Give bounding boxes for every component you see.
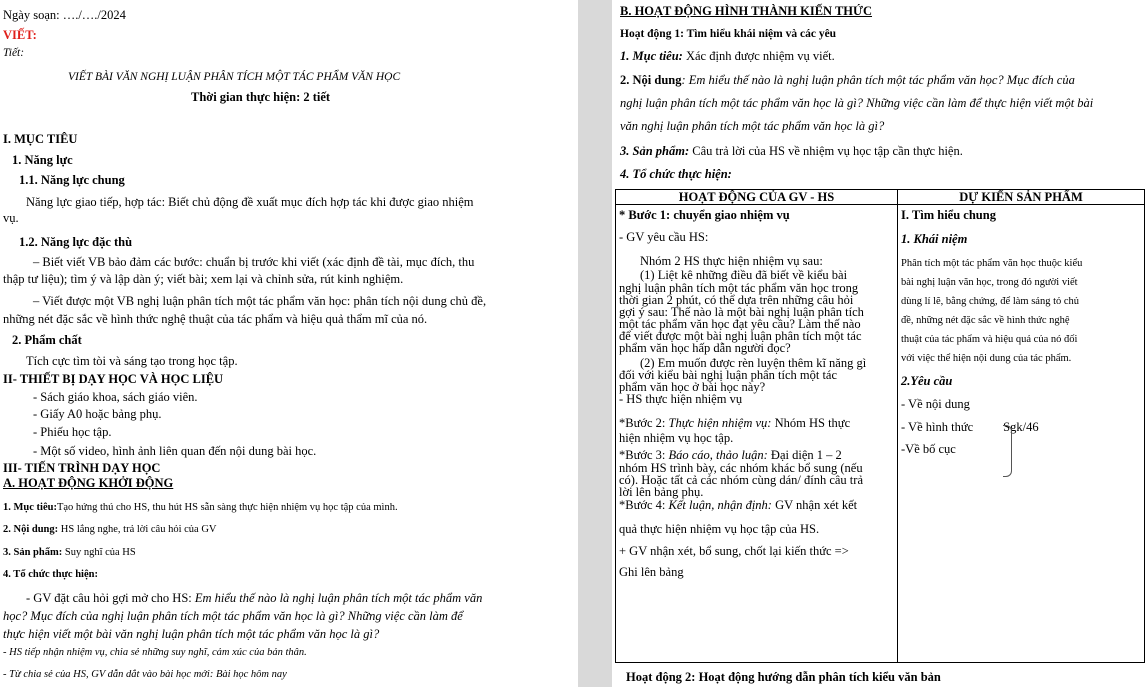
text: Nhóm HS thực [774,416,851,430]
product-subheading: 1. Khái niệm [901,232,968,246]
viet-label: VIẾT: [3,28,37,42]
hoat-dong-2: Hoạt động 2: Hoạt động hướng dẫn phân tích kiểu văn bản [626,670,941,684]
heading-nang-luc-dac-thu: 1.2. Năng lực đặc thù [19,235,133,249]
to-chuc-line: 4. Tổ chức thực hiện: [620,167,732,181]
heading-hinh-thanh: B. HOẠT ĐỘNG HÌNH THÀNH KIẾN THỨC [620,4,873,18]
text: Thực hiện nhiệm vụ: [668,416,775,430]
to-chuc-line: 4. Tổ chức thực hiện: [3,569,98,580]
label: *Bước 4: [619,498,669,512]
cell-text: đề, những nét đặc sắc về hình thức nghệ [901,315,1070,326]
heading-khoi-dong: A. HOẠT ĐỘNG KHỞI ĐỘNG [3,476,174,490]
cell-text: gợi ý sau: Thế nào là một bài nghị luận phân tích [619,305,864,319]
noi-dung-line: văn nghị luận phân tích một tác phẩm văn học là gì? [620,119,885,133]
muc-tieu-line [3,500,398,515]
text: HS lắng nghe, trả lời câu hỏi của GV [58,524,217,535]
text: Câu trả lời của HS về nhiệm vụ học tập cần thực hiện. [689,144,963,158]
brace-icon [1003,425,1012,477]
text: Đại diện 1 – 2 [770,448,842,462]
activity-cell [616,205,898,663]
cell-text: - GV yêu cầu HS: [619,230,709,244]
hoat-dong-1: Hoạt động 1: Tìm hiểu khái niệm và các yêu [620,28,837,40]
cell-text: phẩm văn học ở bài học này? [619,380,766,394]
para-line: Tích cực tìm tòi và sáng tạo trong học tập. [26,354,238,368]
cell-text: đối với kiểu bài nghị luận phân tích một tác [619,368,838,382]
equipment-item: - Giấy A0 hoặc bảng phụ. [33,407,162,421]
text: : Em hiểu thế nào là nghị luận phân tích một tác phẩm văn học? Mục đích của [681,73,1075,87]
para-line: những nét đặc sắc về hình thức nghệ thuật của tác phẩm và hiệu quả thẩm mĩ của nó. [3,312,428,326]
heading-nang-luc-chung: 1.1. Năng lực chung [19,173,125,187]
requirement-item: - Về nội dung [901,397,970,411]
text: Suy nghĩ của HS [62,547,136,558]
text: Xác định được nhiệm vụ viết. [682,49,835,63]
cell-text: - HS thực hiện nhiệm vụ [619,392,743,406]
noi-dung-line [620,73,1075,88]
response-line: - Từ chia sẻ của HS, GV dẫn dắt vào bài học mới: Bài học hôm nay [3,669,287,680]
product-heading: I. Tìm hiểu chung [901,208,996,222]
text: - Về hình thức [901,420,974,434]
cell-text: thuật của tác phẩm và hiệu quả của nó đối [901,334,1078,345]
cell-text: phẩm văn học hấp dẫn người đọc? [619,341,791,355]
cell-text: Nhóm 2 HS thực hiện nhiệm vụ sau: [640,254,823,268]
para-line: vụ. [3,211,19,225]
cell-text: với việc thể hiện nội dung của tác phẩm. [901,353,1072,364]
sgk-reference: Sgk/46 [1003,420,1039,434]
label: 2. Nội dung: [3,524,59,535]
equipment-item: - Sách giáo khoa, sách giáo viên. [33,390,198,404]
para-line: – Biết viết VB bảo đảm các bước: chuẩn bị trước khi viết (xác định đề tài, mục đích, thu [33,255,475,269]
step-1: * Bước 1: chuyển giao nhiệm vụ [619,208,790,222]
question-line: thực hiện viết một bài văn nghị luận phân tích một tác phẩm văn học là gì? [3,627,380,641]
cell-text: Ghi lên bảng [619,565,684,579]
cell-text: nghị luận phân tích một tác phẩm văn học trong [619,281,859,295]
header-product: DỰ KIẾN SẢN PHẨM [898,190,1145,205]
noi-dung-line: nghị luận phân tích một tác phẩm văn học là gì? Những việc cần làm để thực hiện viết một bài [620,96,1094,110]
cell-text: bài nghị luận văn học, trong đó người viết [901,277,1078,288]
para-line: Năng lực giao tiếp, hợp tác: Biết chủ động đề xuất mục đích hợp tác khi được giao nhiệm [26,195,474,209]
text: Kết luận, nhận định: [668,498,776,512]
san-pham-line [3,545,136,560]
heading-pham-chat: 2. Phẩm chất [12,333,82,347]
section-tien-trinh: III- TIẾN TRÌNH DẠY HỌC [3,461,161,475]
cell-text: có). Hoặc tất cả các nhóm cùng dán/ đính câu trả [619,473,863,487]
requirement-item: -Về bố cục [901,442,956,456]
cell-text: + GV nhận xét, bổ sung, chốt lại kiến thức => [619,544,849,558]
cell-text: để viết được một bài nghị luận phân tích một tác [619,329,862,343]
label: 2. Nội dung [620,73,682,87]
text: GV nhận xét kết [775,498,858,512]
text: Tạo hứng thú cho HS, thu hút HS sẵn sàng thực hiện nhiệm vụ học tập của mình. [56,502,398,513]
step-4 [619,498,894,513]
cell-text: nhóm HS trình bày, các nhóm khác bổ sung (nếu [619,461,863,475]
cell-text: Phân tích một tác phẩm văn học thuộc kiểu [901,258,1083,269]
tiet-label: Tiết: [3,47,25,59]
label: *Bước 2: [619,416,669,430]
step-3 [619,448,894,462]
label: 1. Mục tiêu: [620,49,683,63]
product-cell [898,205,1145,663]
lesson-title: VIẾT BÀI VĂN NGHỊ LUẬN PHÂN TÍCH MỘT TÁC PHẨM VĂN HỌC [68,71,401,83]
para-line: thập tư liệu); tìm ý và lập dàn ý; viết bài; xem lại và chỉnh sửa, rút kinh nghiệm. [3,272,404,286]
heading-nang-luc: 1. Năng lực [12,153,73,167]
para-line: – Viết được một VB nghị luận phân tích một tác phẩm văn học: phân tích nội dung chủ đề, [33,294,487,308]
table-row [616,205,1145,663]
table-header-row [616,190,1145,205]
san-pham-line [620,144,963,159]
header-activity: HOẠT ĐỘNG CỦA GV - HS [616,190,898,205]
activity-table [615,189,1145,663]
page-gap [578,0,612,687]
cell-text: lời lên bảng phụ. [619,485,704,499]
cell-text: (2) Em muốn được rèn luyện thêm kĩ năng gì [640,356,867,370]
equipment-item: - Một số video, hình ảnh liên quan đến nội dung bài học. [33,444,317,458]
time-line: Thời gian thực hiện: 2 tiết [191,90,331,104]
cell-text: hiện nhiệm vụ học tập. [619,431,734,445]
section-thiet-bi: II- THIẾT BỊ DẠY HỌC VÀ HỌC LIỆU [3,372,224,386]
question-line: học? Mục đích của nghị luận phân tích một tác phẩm văn học là gì? Những việc cần làm để [3,609,463,623]
section-muc-tieu: I. MỤC TIÊU [3,132,78,146]
date-line: Ngày soạn: …./…./2024 [3,8,126,22]
equipment-item: - Phiếu học tập. [33,425,112,439]
right-page [612,0,1147,687]
response-line: - HS tiếp nhận nhiệm vụ, chia sẻ những suy nghĩ, cảm xúc của bản thân. [3,647,307,658]
label: 3. Sản phẩm: [3,547,63,558]
requirement-item [901,420,1141,435]
cell-text: (1) Liệt kê những điều đã biết về kiểu bài [640,268,848,282]
label: 1. Mục tiêu: [3,502,57,513]
noi-dung-line [3,522,217,537]
cell-text: quả thực hiện nhiệm vụ học tập của HS. [619,522,820,536]
label: 3. Sản phẩm: [620,144,690,158]
step-2 [619,416,894,431]
product-subheading: 2.Yêu cầu [901,374,953,388]
muc-tieu-line [620,49,835,64]
text: Báo cáo, thảo luận: [668,448,771,462]
label: *Bước 3: [619,448,669,462]
cell-text: dùng lí lẽ, bằng chứng, để làm sáng tỏ chủ [901,296,1080,307]
question-line [26,591,482,606]
cell-text: một tác phẩm văn học đạt yêu cầu? Làm thế nào [619,317,861,331]
text: Em hiểu thế nào là nghị luận phân tích một tác phẩm văn [194,591,483,605]
text: - GV đặt câu hỏi gợi mở cho HS: [26,591,195,605]
cell-text: thời gian 2 phút, có thể dựa trên những câu hỏi [619,293,854,307]
